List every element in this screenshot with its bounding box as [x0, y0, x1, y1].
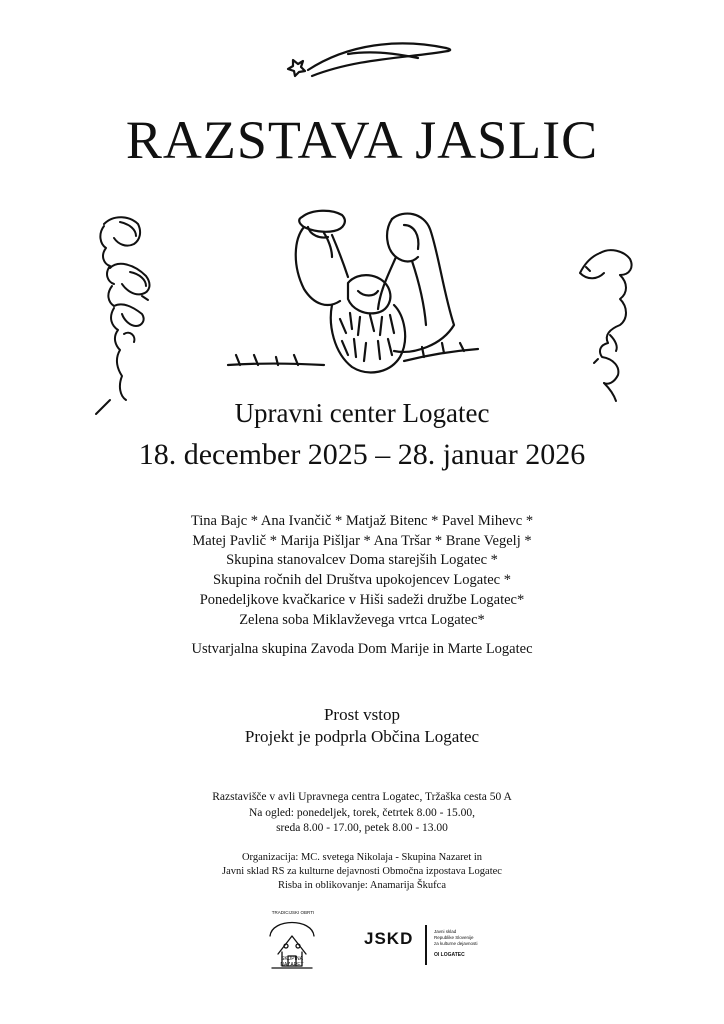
exhibition-dates: 18. december 2025 – 28. januar 2026: [138, 438, 586, 471]
support-note: Projekt je podprla Občina Logatec: [244, 727, 480, 746]
nativity-drawing: [228, 205, 488, 395]
jskd-divider: [425, 925, 427, 965]
nazaret-logo-arc-text: TRADICIJSKI OBRTI: [271, 910, 315, 915]
credits: [0, 851, 724, 893]
jskd-fullname-line: za kulturne dejavnosti: [434, 941, 478, 946]
jskd-fullname-line: Javni sklad: [434, 929, 457, 934]
jskd-fullname-line: Republike Slovenije: [434, 935, 474, 940]
nazaret-logo-name: [264, 956, 320, 968]
credits-line: Javni sklad RS za kulturne dejavnosti Območna izpostava Logatec: [222, 866, 502, 877]
comet-star-icon: [288, 38, 458, 96]
participants-line: Skupina ročnih del Društva upokojencev Logatec *: [213, 572, 511, 589]
participants-line: Zelena soba Miklavževega vrtca Logatec*: [239, 611, 485, 628]
participants-line: Tina Bajc * Ana Ivančič * Matjaž Bitenc * Pavel Mihevc *: [190, 513, 534, 529]
creative-group: Ustvarjalna skupina Zavoda Dom Marije in Marte Logatec: [191, 641, 533, 657]
location-line: Razstavišče v avli Upravnega centra Logatec, Tržaška cesta 50 A: [212, 791, 512, 803]
venue: Upravni center Logatec: [234, 398, 490, 428]
credits-line: Risba in oblikovanje: Anamarija Škufca: [278, 880, 446, 891]
jskd-logo-icon: [364, 925, 494, 965]
sheep-right-drawing: [570, 245, 640, 405]
jskd-fullname: [434, 929, 478, 947]
participants-line: Ponedeljkove kvačkarice v Hiši sadeži družbe Logatec*: [199, 591, 525, 608]
credits-line: Organizacija: MC. svetega Nikolaja - Skupina Nazaret in: [241, 852, 483, 863]
location-line: Na ogled: ponedeljek, torek, četrtek 8.00 - 15.00,: [248, 806, 476, 819]
participants-line: Matej Pavlič * Marija Pišljar * Ana Tršar * Brane Vegelj *: [192, 532, 532, 549]
jskd-region: OI LOGATEC: [434, 952, 465, 958]
participants-list: [0, 512, 724, 630]
entry-note: Prost vstop: [323, 705, 401, 724]
participants-line: Skupina stanovalcev Doma starejših Logatec *: [226, 552, 498, 569]
nazaret-name-line: NAZARET: [280, 962, 304, 968]
nazaret-name-line: SKUPINA: [281, 956, 303, 962]
sheep-left-drawing: [90, 210, 170, 420]
location-line: sreda 8.00 - 17.00, petek 8.00 - 13.00: [276, 822, 448, 834]
location-info: [0, 790, 724, 837]
jskd-wordmark: JSKD: [364, 929, 414, 948]
page-title: RAZSTAVA JASLIC: [125, 110, 599, 170]
